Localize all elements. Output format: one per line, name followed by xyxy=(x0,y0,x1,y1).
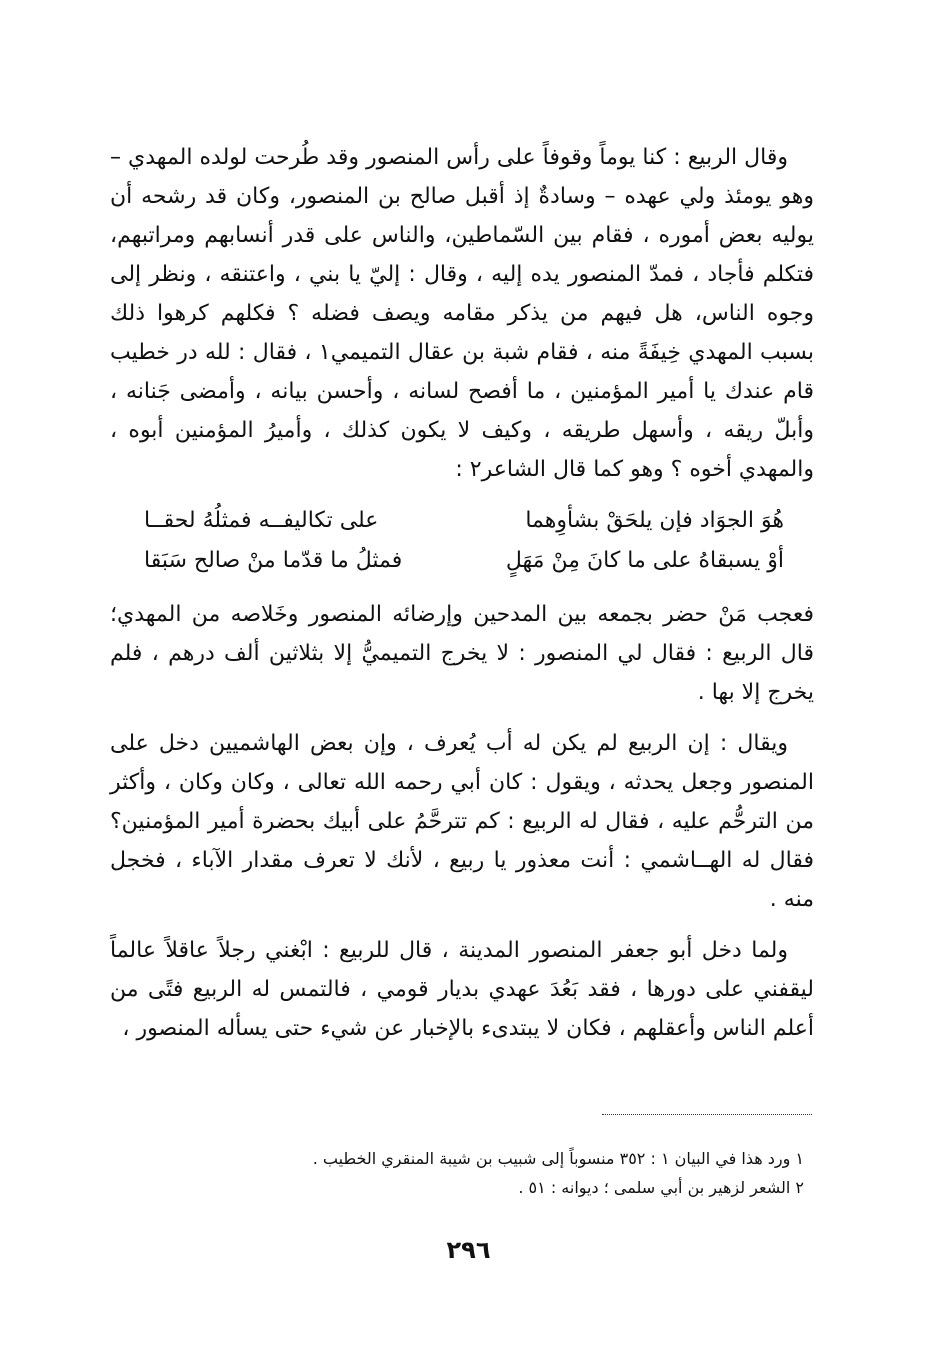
poem-block xyxy=(110,501,814,581)
footnotes xyxy=(110,1144,814,1202)
paragraph-hashimi: ويقال : إن الربيع لم يكن له أب يُعرف ، وإن بعض الهاشميين دخل على المنصور وجعل يحدثه ، ويقول : كان أبي رحمه الله تعالى ، وكان وكان ، وأكثر من الترحُّم عليه ، فقال له الربيع : كم تترحَّمُ على أبيك بحضرة أمير المؤمنين؟ فقال له الهــاشمي : أنت معذور يا ربيع ، لأنك لا تعرف مقدار الآباء ، فخجل منه . xyxy=(110,731,814,912)
poem-verse-2-second-hemistich: فمثلُ ما قدّما منْ صالح سَبَقا xyxy=(144,548,403,573)
poem-verse-2-first-hemistich: أوْ يسبقاهُ على ما كانَ مِنْ مَهَلٍ xyxy=(505,548,784,573)
paragraph-medina: ولما دخل أبو جعفر المنصور المدينة ، قال للربيع : ابْغني رجلاً عاقلاً عالماً ليقفني على دورها ، فقد بَعُدَ عهدي بديار قومي ، فالتمس له الربيع فتًى من أعلم الناس وأعقلهم ، فكان لا يبتدىء بالإخبار عن شيء حتى يسأله المنصور ، xyxy=(110,938,814,1041)
page-number: ٢٩٦ xyxy=(446,1236,491,1264)
poem-verse-2 xyxy=(144,541,784,581)
page-body xyxy=(110,138,814,1060)
poem-verse-1 xyxy=(144,501,784,541)
poem-verse-1-second-hemistich: على تكاليفــه فمثلُهُ لحقــا xyxy=(144,508,379,533)
footnote-2: ٢ الشعر لزهير بن أبي سلمى ؛ ديوانه : ٥١ . xyxy=(518,1178,804,1197)
footnote-1: ١ ورد هذا في البيان ١ : ٣٥٢ منسوباً إلى شبيب بن شيبة المنقري الخطيب . xyxy=(312,1149,804,1168)
poem-verse-1-first-hemistich: هُوَ الجوَاد فإن يلحَقْ بشأوِهما xyxy=(525,508,784,533)
paragraph-rabi-story: وقال الربيع : كنا يوماً وقوفاً على رأس المنصور وقد طُرحت لولده المهدي – وهو يومئذ ولي عهده – وسادةٌ إذ أقبل صالح بن المنصور، وكان قد رشحه أن يوليه بعض أموره ، فقام بين السّماطين، والناس على قدر أنسابهم ومراتبهم، فتكلم فأجاد ، فمدّ المنصور يده إليه ، وقال : إليّ يا بني ، واعتنقه ، ونظر إلى وجوه الناس، هل فيهم من يذكر مقامه ويصف فضله ؟ فكلهم كرهوا ذلك بسبب المهدي خِيفَةً منه ، فقام شبة بن عقال التميمي١ ، فقال : لله در خطيب قام عندك يا أمير المؤمنين ، ما أفصح لسانه ، وأحسن بيانه ، وأمضى جَنانه ، وأبلّ ريقه ، وأسهل طريقه ، وكيف لا يكون كذلك ، وأميرُ المؤمنين أبوه ، والمهدي أخوه ؟ وهو كما قال الشاعر٢ : xyxy=(110,145,814,482)
footnote-separator xyxy=(602,1114,812,1115)
paragraph-reward: فعجب مَنْ حضر بجمعه بين المدحين وإرضائه المنصور وخَلاصه من المهدي؛ قال الربيع : فقال لي المنصور : لا يخرج التميميُّ إلا بثلاثين ألف درهم ، فلم يخرج إلا بها . xyxy=(110,602,814,705)
